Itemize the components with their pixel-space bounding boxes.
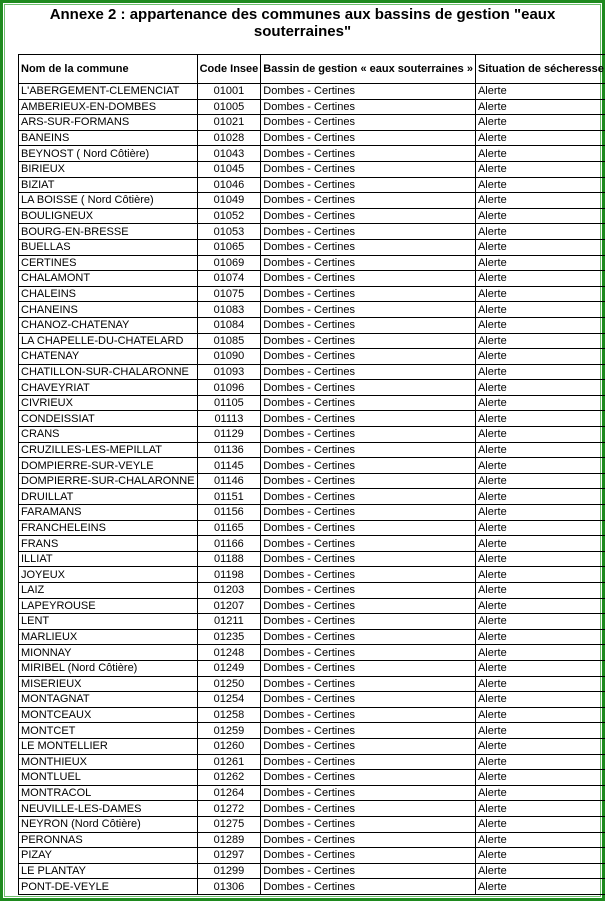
basin-cell: Dombes - Certines (261, 754, 476, 770)
table-row (19, 84, 605, 100)
commune-name-cell: AMBERIEUX-EN-DOMBES (19, 99, 198, 115)
insee-code-cell: 01272 (197, 801, 261, 817)
basin-cell: Dombes - Certines (261, 208, 476, 224)
insee-code-cell: 01262 (197, 770, 261, 786)
basin-cell: Dombes - Certines (261, 395, 476, 411)
basin-cell: Dombes - Certines (261, 427, 476, 443)
drought-status-cell: Alerte (475, 660, 605, 676)
basin-cell: Dombes - Certines (261, 816, 476, 832)
insee-code-cell: 01248 (197, 645, 261, 661)
insee-code-cell: 01075 (197, 286, 261, 302)
insee-code-cell: 01289 (197, 832, 261, 848)
basin-cell: Dombes - Certines (261, 99, 476, 115)
table-row (19, 520, 605, 536)
table-row (19, 879, 605, 895)
table-row (19, 473, 605, 489)
insee-code-cell: 01146 (197, 473, 261, 489)
communes-table (18, 54, 605, 895)
table-row (19, 645, 605, 661)
drought-status-cell: Alerte (475, 286, 605, 302)
commune-name-cell: FRANCHELEINS (19, 520, 198, 536)
table-row (19, 536, 605, 552)
commune-name-cell: CHAVEYRIAT (19, 380, 198, 396)
table-row (19, 146, 605, 162)
drought-status-cell: Alerte (475, 473, 605, 489)
insee-code-cell: 01105 (197, 395, 261, 411)
drought-status-cell: Alerte (475, 380, 605, 396)
insee-code-cell: 01021 (197, 115, 261, 131)
table-row (19, 317, 605, 333)
basin-cell: Dombes - Certines (261, 785, 476, 801)
insee-code-cell: 01211 (197, 614, 261, 630)
table-row (19, 286, 605, 302)
basin-cell: Dombes - Certines (261, 723, 476, 739)
drought-status-cell: Alerte (475, 411, 605, 427)
basin-cell: Dombes - Certines (261, 660, 476, 676)
basin-cell: Dombes - Certines (261, 317, 476, 333)
table-row (19, 239, 605, 255)
table-row (19, 380, 605, 396)
basin-cell: Dombes - Certines (261, 130, 476, 146)
commune-name-cell: BOURG-EN-BRESSE (19, 224, 198, 240)
table-row (19, 676, 605, 692)
table-row (19, 723, 605, 739)
drought-status-cell: Alerte (475, 598, 605, 614)
drought-status-cell: Alerte (475, 442, 605, 458)
drought-status-cell: Alerte (475, 692, 605, 708)
commune-name-cell: DOMPIERRE-SUR-CHALARONNE (19, 473, 198, 489)
drought-status-cell: Alerte (475, 193, 605, 209)
table-row (19, 629, 605, 645)
insee-code-cell: 01065 (197, 239, 261, 255)
table-row (19, 458, 605, 474)
basin-cell: Dombes - Certines (261, 349, 476, 365)
commune-name-cell: CIVRIEUX (19, 395, 198, 411)
basin-cell: Dombes - Certines (261, 380, 476, 396)
insee-code-cell: 01188 (197, 551, 261, 567)
insee-code-cell: 01046 (197, 177, 261, 193)
drought-status-cell: Alerte (475, 364, 605, 380)
table-row (19, 177, 605, 193)
insee-code-cell: 01261 (197, 754, 261, 770)
insee-code-cell: 01264 (197, 785, 261, 801)
table-row (19, 801, 605, 817)
basin-cell: Dombes - Certines (261, 489, 476, 505)
basin-cell: Dombes - Certines (261, 863, 476, 879)
basin-cell: Dombes - Certines (261, 271, 476, 287)
basin-cell: Dombes - Certines (261, 614, 476, 630)
insee-code-cell: 01249 (197, 660, 261, 676)
commune-name-cell: CHATENAY (19, 349, 198, 365)
table-row (19, 489, 605, 505)
insee-code-cell: 01198 (197, 567, 261, 583)
commune-name-cell: DRUILLAT (19, 489, 198, 505)
drought-status-cell: Alerte (475, 551, 605, 567)
commune-name-cell: MONTAGNAT (19, 692, 198, 708)
table-row (19, 333, 605, 349)
commune-name-cell: CERTINES (19, 255, 198, 271)
commune-name-cell: ILLIAT (19, 551, 198, 567)
table-row (19, 302, 605, 318)
insee-code-cell: 01306 (197, 879, 261, 895)
insee-code-cell: 01074 (197, 271, 261, 287)
drought-status-cell: Alerte (475, 115, 605, 131)
insee-code-cell: 01297 (197, 848, 261, 864)
commune-name-cell: MONTCEAUX (19, 707, 198, 723)
insee-code-cell: 01258 (197, 707, 261, 723)
basin-cell: Dombes - Certines (261, 832, 476, 848)
drought-status-cell: Alerte (475, 676, 605, 692)
drought-status-cell: Alerte (475, 754, 605, 770)
commune-name-cell: CONDEISSIAT (19, 411, 198, 427)
commune-name-cell: BIRIEUX (19, 161, 198, 177)
table-row (19, 863, 605, 879)
header-drought-status: Situation de sécheresse (475, 55, 605, 84)
table-row (19, 193, 605, 209)
basin-cell: Dombes - Certines (261, 473, 476, 489)
commune-name-cell: PERONNAS (19, 832, 198, 848)
insee-code-cell: 01299 (197, 863, 261, 879)
table-row (19, 614, 605, 630)
table-row (19, 583, 605, 599)
table-row (19, 816, 605, 832)
drought-status-cell: Alerte (475, 770, 605, 786)
drought-status-cell: Alerte (475, 130, 605, 146)
insee-code-cell: 01151 (197, 489, 261, 505)
insee-code-cell: 01250 (197, 676, 261, 692)
table-row (19, 115, 605, 131)
commune-name-cell: LE MONTELLIER (19, 738, 198, 754)
commune-name-cell: MONTRACOL (19, 785, 198, 801)
drought-status-cell: Alerte (475, 832, 605, 848)
commune-name-cell: BIZIAT (19, 177, 198, 193)
basin-cell: Dombes - Certines (261, 161, 476, 177)
table-row (19, 551, 605, 567)
insee-code-cell: 01203 (197, 583, 261, 599)
commune-name-cell: L'ABERGEMENT-CLEMENCIAT (19, 84, 198, 100)
insee-code-cell: 01156 (197, 505, 261, 521)
drought-status-cell: Alerte (475, 629, 605, 645)
insee-code-cell: 01260 (197, 738, 261, 754)
commune-name-cell: MISERIEUX (19, 676, 198, 692)
commune-name-cell: PONT-DE-VEYLE (19, 879, 198, 895)
basin-cell: Dombes - Certines (261, 177, 476, 193)
table-row (19, 271, 605, 287)
basin-cell: Dombes - Certines (261, 770, 476, 786)
insee-code-cell: 01166 (197, 536, 261, 552)
commune-name-cell: CHALEINS (19, 286, 198, 302)
commune-name-cell: FARAMANS (19, 505, 198, 521)
basin-cell: Dombes - Certines (261, 692, 476, 708)
basin-cell: Dombes - Certines (261, 879, 476, 895)
commune-name-cell: BEYNOST ( Nord Côtière) (19, 146, 198, 162)
table-row (19, 442, 605, 458)
drought-status-cell: Alerte (475, 84, 605, 100)
basin-cell: Dombes - Certines (261, 193, 476, 209)
commune-name-cell: FRANS (19, 536, 198, 552)
table-row (19, 660, 605, 676)
basin-cell: Dombes - Certines (261, 411, 476, 427)
commune-name-cell: LAIZ (19, 583, 198, 599)
drought-status-cell: Alerte (475, 239, 605, 255)
insee-code-cell: 01045 (197, 161, 261, 177)
commune-name-cell: MIRIBEL (Nord Côtière) (19, 660, 198, 676)
drought-status-cell: Alerte (475, 271, 605, 287)
drought-status-cell: Alerte (475, 863, 605, 879)
drought-status-cell: Alerte (475, 816, 605, 832)
commune-name-cell: MIONNAY (19, 645, 198, 661)
drought-status-cell: Alerte (475, 723, 605, 739)
table-row (19, 598, 605, 614)
drought-status-cell: Alerte (475, 349, 605, 365)
drought-status-cell: Alerte (475, 567, 605, 583)
commune-name-cell: ARS-SUR-FORMANS (19, 115, 198, 131)
table-header-row (19, 55, 605, 84)
commune-name-cell: MONTHIEUX (19, 754, 198, 770)
commune-name-cell: CHANOZ-CHATENAY (19, 317, 198, 333)
commune-name-cell: CRUZILLES-LES-MEPILLAT (19, 442, 198, 458)
drought-status-cell: Alerte (475, 583, 605, 599)
insee-code-cell: 01259 (197, 723, 261, 739)
commune-name-cell: MONTLUEL (19, 770, 198, 786)
drought-status-cell: Alerte (475, 614, 605, 630)
commune-name-cell: MARLIEUX (19, 629, 198, 645)
drought-status-cell: Alerte (475, 738, 605, 754)
insee-code-cell: 01254 (197, 692, 261, 708)
basin-cell: Dombes - Certines (261, 629, 476, 645)
commune-name-cell: LE PLANTAY (19, 863, 198, 879)
table-row (19, 364, 605, 380)
table-row (19, 505, 605, 521)
insee-code-cell: 01028 (197, 130, 261, 146)
insee-code-cell: 01165 (197, 520, 261, 536)
table-row (19, 395, 605, 411)
table-row (19, 224, 605, 240)
table-row (19, 770, 605, 786)
drought-status-cell: Alerte (475, 177, 605, 193)
drought-status-cell: Alerte (475, 879, 605, 895)
insee-code-cell: 01005 (197, 99, 261, 115)
basin-cell: Dombes - Certines (261, 146, 476, 162)
drought-status-cell: Alerte (475, 536, 605, 552)
drought-status-cell: Alerte (475, 99, 605, 115)
basin-cell: Dombes - Certines (261, 848, 476, 864)
drought-status-cell: Alerte (475, 785, 605, 801)
drought-status-cell: Alerte (475, 505, 605, 521)
basin-cell: Dombes - Certines (261, 364, 476, 380)
drought-status-cell: Alerte (475, 255, 605, 271)
table-row (19, 130, 605, 146)
drought-status-cell: Alerte (475, 208, 605, 224)
drought-status-cell: Alerte (475, 224, 605, 240)
table-row (19, 208, 605, 224)
insee-code-cell: 01093 (197, 364, 261, 380)
table-body (19, 84, 605, 895)
commune-name-cell: MONTCET (19, 723, 198, 739)
basin-cell: Dombes - Certines (261, 738, 476, 754)
table-row (19, 427, 605, 443)
table-row (19, 161, 605, 177)
commune-name-cell: CHATILLON-SUR-CHALARONNE (19, 364, 198, 380)
basin-cell: Dombes - Certines (261, 676, 476, 692)
insee-code-cell: 01207 (197, 598, 261, 614)
drought-status-cell: Alerte (475, 333, 605, 349)
drought-status-cell: Alerte (475, 801, 605, 817)
commune-name-cell: NEUVILLE-LES-DAMES (19, 801, 198, 817)
basin-cell: Dombes - Certines (261, 505, 476, 521)
drought-status-cell: Alerte (475, 146, 605, 162)
basin-cell: Dombes - Certines (261, 224, 476, 240)
basin-cell: Dombes - Certines (261, 442, 476, 458)
commune-name-cell: LA BOISSE ( Nord Côtière) (19, 193, 198, 209)
insee-code-cell: 01053 (197, 224, 261, 240)
table-row (19, 255, 605, 271)
insee-code-cell: 01129 (197, 427, 261, 443)
table-row (19, 411, 605, 427)
header-commune-name: Nom de la commune (19, 55, 198, 84)
basin-cell: Dombes - Certines (261, 707, 476, 723)
drought-status-cell: Alerte (475, 645, 605, 661)
basin-cell: Dombes - Certines (261, 583, 476, 599)
table-row (19, 349, 605, 365)
commune-name-cell: LENT (19, 614, 198, 630)
commune-name-cell: BUELLAS (19, 239, 198, 255)
insee-code-cell: 01084 (197, 317, 261, 333)
drought-status-cell: Alerte (475, 707, 605, 723)
drought-status-cell: Alerte (475, 848, 605, 864)
commune-name-cell: CRANS (19, 427, 198, 443)
drought-status-cell: Alerte (475, 489, 605, 505)
commune-name-cell: LAPEYROUSE (19, 598, 198, 614)
page-title: Annexe 2 : appartenance des communes aux bassins de gestion "eaux souterraines" (49, 6, 556, 40)
basin-cell: Dombes - Certines (261, 551, 476, 567)
insee-code-cell: 01069 (197, 255, 261, 271)
drought-status-cell: Alerte (475, 302, 605, 318)
basin-cell: Dombes - Certines (261, 645, 476, 661)
insee-code-cell: 01275 (197, 816, 261, 832)
table-row (19, 99, 605, 115)
basin-cell: Dombes - Certines (261, 520, 476, 536)
drought-status-cell: Alerte (475, 520, 605, 536)
table-row (19, 692, 605, 708)
basin-cell: Dombes - Certines (261, 302, 476, 318)
commune-name-cell: LA CHAPELLE-DU-CHATELARD (19, 333, 198, 349)
basin-cell: Dombes - Certines (261, 598, 476, 614)
commune-name-cell: BANEINS (19, 130, 198, 146)
basin-cell: Dombes - Certines (261, 458, 476, 474)
insee-code-cell: 01090 (197, 349, 261, 365)
insee-code-cell: 01096 (197, 380, 261, 396)
drought-status-cell: Alerte (475, 458, 605, 474)
insee-code-cell: 01136 (197, 442, 261, 458)
table-row (19, 707, 605, 723)
table-row (19, 567, 605, 583)
insee-code-cell: 01001 (197, 84, 261, 100)
table-row (19, 738, 605, 754)
insee-code-cell: 01235 (197, 629, 261, 645)
insee-code-cell: 01052 (197, 208, 261, 224)
commune-name-cell: BOULIGNEUX (19, 208, 198, 224)
drought-status-cell: Alerte (475, 427, 605, 443)
drought-status-cell: Alerte (475, 395, 605, 411)
basin-cell: Dombes - Certines (261, 239, 476, 255)
insee-code-cell: 01083 (197, 302, 261, 318)
drought-status-cell: Alerte (475, 317, 605, 333)
commune-name-cell: NEYRON (Nord Côtière) (19, 816, 198, 832)
basin-cell: Dombes - Certines (261, 567, 476, 583)
basin-cell: Dombes - Certines (261, 255, 476, 271)
insee-code-cell: 01049 (197, 193, 261, 209)
commune-name-cell: CHALAMONT (19, 271, 198, 287)
table-row (19, 785, 605, 801)
header-basin: Bassin de gestion « eaux souterraines » (261, 55, 476, 84)
basin-cell: Dombes - Certines (261, 333, 476, 349)
basin-cell: Dombes - Certines (261, 115, 476, 131)
insee-code-cell: 01113 (197, 411, 261, 427)
basin-cell: Dombes - Certines (261, 801, 476, 817)
table-row (19, 848, 605, 864)
header-insee-code: Code Insee (197, 55, 261, 84)
basin-cell: Dombes - Certines (261, 536, 476, 552)
commune-name-cell: PIZAY (19, 848, 198, 864)
insee-code-cell: 01085 (197, 333, 261, 349)
table-row (19, 754, 605, 770)
basin-cell: Dombes - Certines (261, 84, 476, 100)
insee-code-cell: 01043 (197, 146, 261, 162)
commune-name-cell: JOYEUX (19, 567, 198, 583)
commune-name-cell: DOMPIERRE-SUR-VEYLE (19, 458, 198, 474)
commune-name-cell: CHANEINS (19, 302, 198, 318)
insee-code-cell: 01145 (197, 458, 261, 474)
table-row (19, 832, 605, 848)
drought-status-cell: Alerte (475, 161, 605, 177)
basin-cell: Dombes - Certines (261, 286, 476, 302)
